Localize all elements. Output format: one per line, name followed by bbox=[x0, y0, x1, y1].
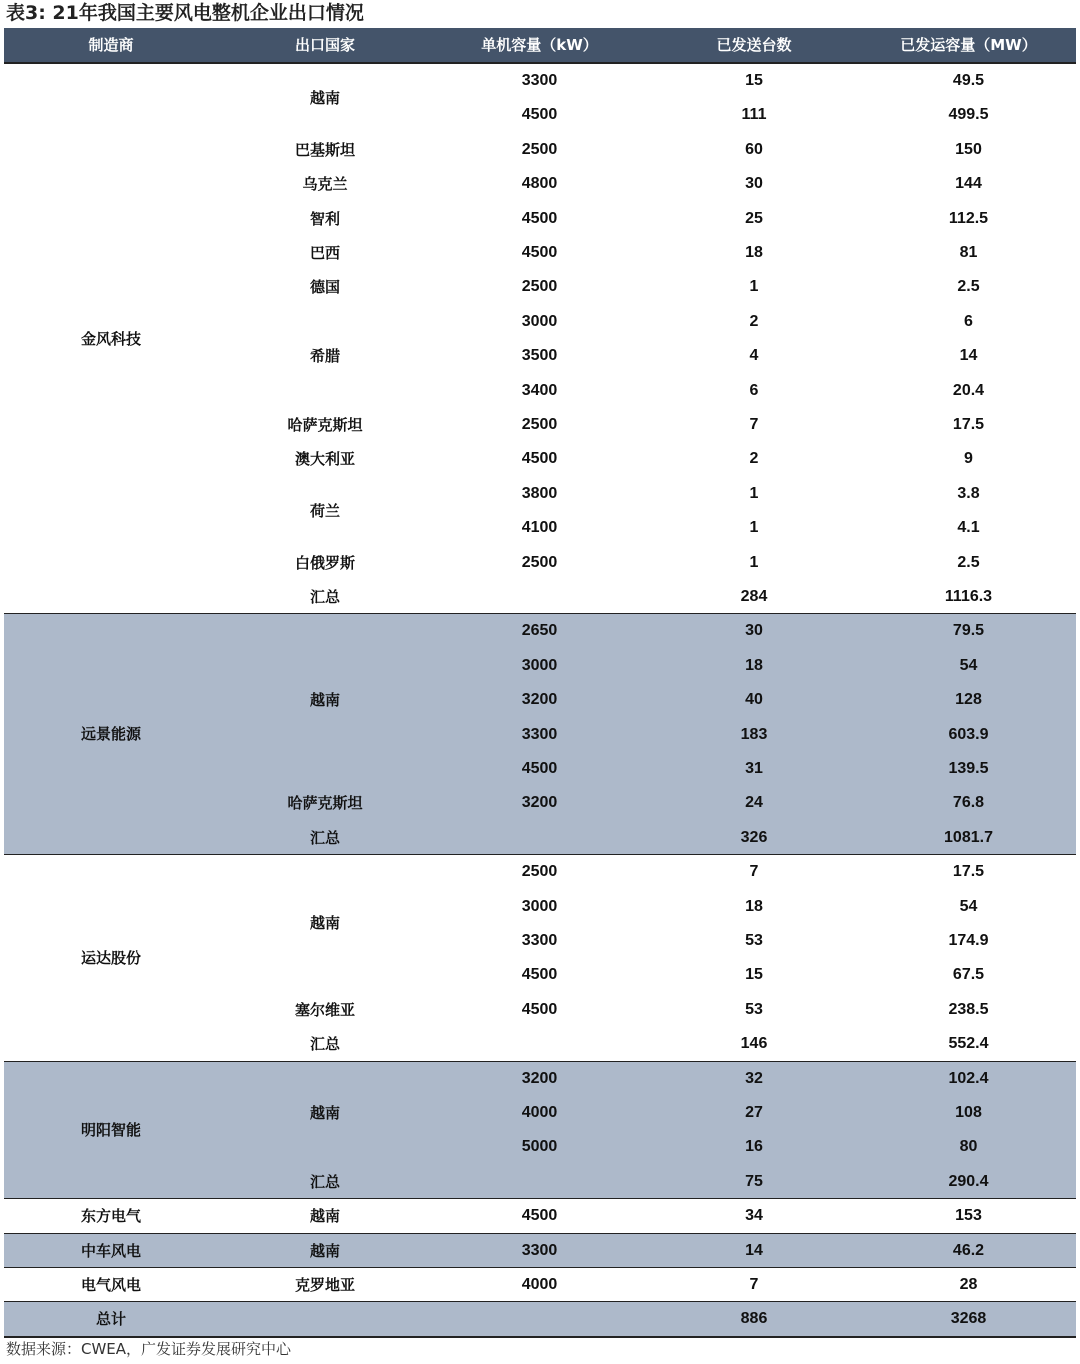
units-cell: 18 bbox=[745, 897, 763, 915]
mw-cell: 20.4 bbox=[952, 381, 985, 399]
capacity-cell: 2500 bbox=[521, 416, 558, 433]
subtotal-label: 汇总 bbox=[309, 588, 340, 606]
mw-cell: 54 bbox=[959, 897, 978, 915]
units-cell: 4 bbox=[749, 347, 759, 365]
capacity-cell: 3300 bbox=[521, 72, 558, 89]
units-cell: 146 bbox=[740, 1035, 768, 1053]
mw-cell: 2.5 bbox=[957, 553, 980, 571]
total-units: 886 bbox=[740, 1310, 768, 1328]
mw-cell: 28 bbox=[959, 1276, 978, 1293]
mw-cell: 79.5 bbox=[952, 622, 985, 640]
units-cell: 16 bbox=[745, 1138, 763, 1156]
mw-cell: 6 bbox=[964, 312, 973, 330]
header-capacity: 单机容量（kW） bbox=[481, 36, 598, 54]
units-cell: 1 bbox=[749, 553, 759, 571]
mw-cell: 102.4 bbox=[948, 1069, 989, 1087]
country-cell: 塞尔维亚 bbox=[294, 1000, 355, 1019]
units-cell: 34 bbox=[745, 1207, 763, 1225]
capacity-cell: 2650 bbox=[521, 622, 558, 640]
units-cell: 40 bbox=[745, 691, 763, 709]
capacity-cell: 2500 bbox=[521, 863, 558, 881]
mw-cell: 290.4 bbox=[948, 1172, 989, 1190]
capacity-cell: 2500 bbox=[521, 553, 558, 571]
capacity-cell: 3500 bbox=[521, 347, 558, 365]
capacity-cell: 4500 bbox=[521, 1000, 558, 1018]
country-cell: 希腊 bbox=[309, 346, 340, 365]
mw-cell: 9 bbox=[964, 450, 973, 468]
country-cell: 澳大利亚 bbox=[294, 450, 355, 469]
capacity-cell: 4000 bbox=[521, 1104, 558, 1121]
country-cell: 智利 bbox=[309, 209, 340, 228]
units-cell: 326 bbox=[740, 828, 768, 846]
capacity-cell: 2500 bbox=[521, 278, 558, 296]
units-cell: 1 bbox=[749, 519, 759, 537]
mw-cell: 81 bbox=[959, 244, 978, 261]
capacity-cell: 4500 bbox=[521, 966, 558, 984]
country-cell: 巴西 bbox=[309, 244, 340, 262]
units-cell: 15 bbox=[745, 966, 763, 984]
units-cell: 183 bbox=[740, 725, 768, 743]
country-cell: 克罗地亚 bbox=[294, 1276, 355, 1294]
units-cell: 25 bbox=[745, 209, 763, 227]
units-cell: 1 bbox=[749, 484, 759, 502]
capacity-cell: 4500 bbox=[521, 106, 558, 124]
units-cell: 7 bbox=[749, 863, 759, 881]
capacity-cell: 4000 bbox=[521, 1276, 558, 1293]
country-cell: 荷兰 bbox=[309, 501, 340, 520]
mw-cell: 54 bbox=[959, 656, 978, 674]
units-cell: 18 bbox=[745, 244, 763, 261]
capacity-cell: 3000 bbox=[521, 897, 558, 915]
units-cell: 14 bbox=[745, 1241, 763, 1259]
units-cell: 53 bbox=[745, 932, 763, 949]
country-cell: 越南 bbox=[309, 1103, 340, 1122]
mw-cell: 49.5 bbox=[952, 72, 985, 89]
mw-cell: 112.5 bbox=[948, 209, 989, 227]
mw-cell: 499.5 bbox=[948, 106, 989, 124]
capacity-cell: 4500 bbox=[521, 1207, 558, 1225]
country-cell: 越南 bbox=[309, 691, 340, 710]
country-cell: 越南 bbox=[309, 914, 340, 933]
capacity-cell: 3800 bbox=[521, 484, 558, 502]
country-cell: 乌克兰 bbox=[302, 175, 348, 194]
capacity-cell: 4500 bbox=[521, 244, 558, 261]
maker-cell: 东方电气 bbox=[80, 1207, 141, 1226]
units-cell: 24 bbox=[745, 794, 763, 812]
country-cell: 白俄罗斯 bbox=[294, 553, 355, 572]
capacity-cell: 3000 bbox=[521, 312, 558, 330]
subtotal-label: 汇总 bbox=[309, 1172, 340, 1191]
maker-cell: 运达股份 bbox=[80, 949, 141, 968]
country-cell: 越南 bbox=[309, 1241, 340, 1260]
mw-cell: 108 bbox=[955, 1104, 982, 1121]
mw-cell: 1116.3 bbox=[944, 588, 993, 605]
mw-cell: 2.5 bbox=[957, 278, 980, 296]
header-maker: 制造商 bbox=[88, 36, 134, 54]
country-cell: 德国 bbox=[309, 278, 340, 297]
capacity-cell: 3200 bbox=[521, 691, 558, 709]
maker-cell: 中车风电 bbox=[80, 1241, 141, 1260]
mw-cell: 139.5 bbox=[948, 760, 989, 777]
units-cell: 27 bbox=[745, 1104, 763, 1121]
maker-cell: 金风科技 bbox=[80, 330, 141, 348]
units-cell: 30 bbox=[745, 175, 763, 193]
units-cell: 53 bbox=[745, 1000, 763, 1018]
total-label: 总计 bbox=[95, 1310, 126, 1329]
units-cell: 7 bbox=[749, 1276, 759, 1293]
mw-cell: 238.5 bbox=[948, 1000, 989, 1018]
mw-cell: 17.5 bbox=[952, 416, 985, 433]
units-cell: 60 bbox=[745, 140, 763, 158]
maker-cell: 远景能源 bbox=[80, 725, 141, 744]
country-cell: 哈萨克斯坦 bbox=[287, 416, 363, 434]
mw-cell: 80 bbox=[959, 1138, 978, 1156]
mw-cell: 174.9 bbox=[948, 932, 989, 949]
capacity-cell: 3000 bbox=[521, 656, 558, 674]
units-cell: 111 bbox=[741, 106, 767, 124]
units-cell: 2 bbox=[749, 312, 759, 330]
mw-cell: 150 bbox=[955, 140, 982, 158]
capacity-cell: 3300 bbox=[521, 725, 558, 743]
mw-cell: 76.8 bbox=[952, 794, 985, 812]
mw-cell: 552.4 bbox=[948, 1035, 989, 1053]
units-cell: 6 bbox=[749, 381, 759, 399]
total-mw: 3268 bbox=[950, 1310, 987, 1328]
mw-cell: 153 bbox=[955, 1207, 982, 1225]
capacity-cell: 4500 bbox=[521, 760, 558, 777]
subtotal-label: 汇总 bbox=[309, 1035, 340, 1054]
units-cell: 18 bbox=[745, 656, 763, 674]
header-units: 已发送台数 bbox=[716, 36, 792, 54]
capacity-cell: 4500 bbox=[521, 450, 558, 468]
country-cell: 哈萨克斯坦 bbox=[287, 794, 363, 813]
table-header bbox=[4, 28, 1076, 62]
mw-cell: 144 bbox=[955, 175, 982, 193]
capacity-cell: 3200 bbox=[521, 794, 558, 812]
mw-cell: 1081.7 bbox=[944, 828, 993, 846]
country-cell: 越南 bbox=[309, 89, 340, 107]
source-note: 数据来源：CWEA，广发证券发展研究中心 bbox=[6, 1340, 292, 1358]
capacity-cell: 3300 bbox=[521, 1241, 558, 1259]
header-mw: 已发运容量（MW） bbox=[900, 36, 1037, 54]
units-cell: 75 bbox=[745, 1172, 763, 1190]
mw-cell: 4.1 bbox=[957, 519, 980, 537]
capacity-cell: 3400 bbox=[521, 381, 558, 399]
capacity-cell: 4800 bbox=[521, 175, 558, 193]
mw-cell: 46.2 bbox=[952, 1241, 985, 1259]
units-cell: 32 bbox=[745, 1069, 763, 1087]
capacity-cell: 5000 bbox=[521, 1138, 558, 1156]
capacity-cell: 2500 bbox=[521, 140, 558, 158]
mw-cell: 128 bbox=[955, 691, 982, 709]
capacity-cell: 3300 bbox=[521, 932, 558, 949]
mw-cell: 3.8 bbox=[957, 484, 980, 502]
mw-cell: 67.5 bbox=[952, 966, 985, 984]
units-cell: 2 bbox=[749, 450, 759, 468]
units-cell: 15 bbox=[745, 72, 763, 89]
table-title: 表3: 21年我国主要风电整机企业出口情况 bbox=[6, 2, 364, 24]
mw-cell: 17.5 bbox=[952, 863, 985, 881]
units-cell: 31 bbox=[745, 760, 763, 777]
units-cell: 7 bbox=[749, 416, 759, 433]
mw-cell: 603.9 bbox=[948, 725, 989, 743]
maker-cell: 电气风电 bbox=[80, 1276, 141, 1294]
maker-cell: 明阳智能 bbox=[80, 1120, 141, 1139]
mw-cell: 14 bbox=[959, 347, 978, 365]
units-cell: 30 bbox=[745, 622, 763, 640]
subtotal-label: 汇总 bbox=[309, 828, 340, 847]
units-cell: 284 bbox=[740, 588, 768, 605]
capacity-cell: 4500 bbox=[521, 209, 558, 227]
units-cell: 1 bbox=[749, 278, 759, 296]
capacity-cell: 3200 bbox=[521, 1069, 558, 1087]
header-country: 出口国家 bbox=[294, 36, 355, 54]
capacity-cell: 4100 bbox=[521, 519, 558, 537]
country-cell: 越南 bbox=[309, 1207, 340, 1226]
country-cell: 巴基斯坦 bbox=[294, 140, 355, 159]
